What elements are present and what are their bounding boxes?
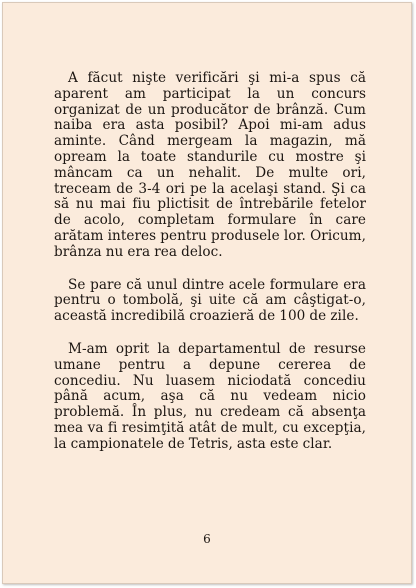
book-page	[2, 2, 412, 584]
page-number: 6	[203, 532, 211, 546]
page-body	[54, 71, 366, 470]
paragraph-1: A făcut nişte verificări şi mi-a spus că aparent am participat la un concurs organizat de un producător de brânză. Cum naiba era asta posibil? Apoi mi-am adus aminte. Când mergeam la magazin, mă opream la toate standurile cu mostre şi mâncam ca un nehalit. De multe ori, treceam de 3-4 ori pe la acelaşi stand. Şi ca să nu mai fiu plictisit de întrebările fetelor de acolo, completam formulare în care arătam interes pentru produsele lor. Oricum, brânza nu era rea deloc.	[54, 70, 366, 260]
paragraph-3: M-am oprit la departamentul de resurse umane pentru a depune cererea de concediu. Nu luasem niciodată concediu până acum, aşa că nu vedeam nicio problemă. În plus, nu credeam că absenţa mea va fi resimţită atât de mult, cu excepţia, la campionatele de Tetris, asta este clar.	[54, 340, 366, 452]
paragraph-2: Se pare că unul dintre acele formulare era pentru o tombolă, şi uite că am câştigat-o, această incredibilă croazieră de 100 de zile.	[54, 276, 366, 325]
